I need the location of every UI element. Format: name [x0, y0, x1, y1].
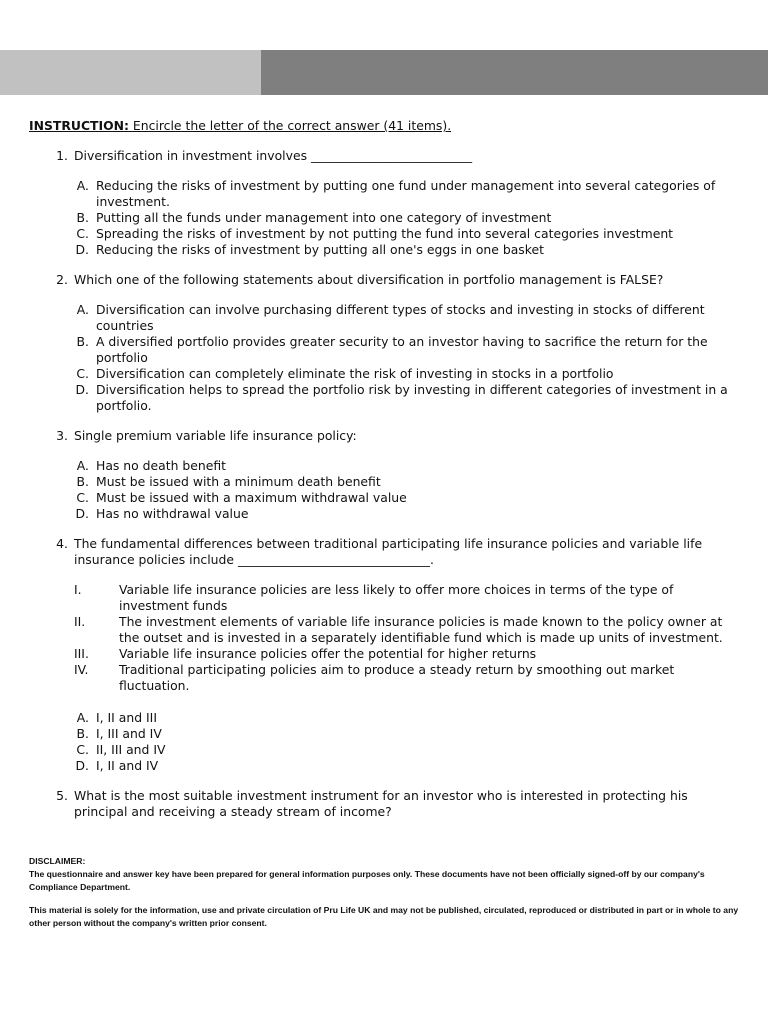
disclaimer [29, 855, 741, 930]
instruction [29, 118, 741, 134]
question-5 [29, 788, 741, 820]
question-2 [29, 272, 741, 288]
statement-text: Traditional participating policies aim to produce a steady return by smoothing out market fluctuation. [119, 662, 675, 693]
option-text: Diversification can involve purchasing different types of stocks and investing in stocks of different countries [96, 302, 705, 333]
option-letter[interactable]: D. [75, 758, 89, 773]
option-c[interactable] [29, 366, 741, 382]
option-text: Has no death benefit [96, 458, 227, 473]
option-b[interactable] [29, 474, 741, 490]
option-letter[interactable]: C. [76, 226, 89, 241]
option-c[interactable] [29, 226, 741, 242]
option-a[interactable] [29, 710, 741, 726]
instruction-lead: INSTRUCTION: [29, 118, 129, 133]
option-b[interactable] [29, 726, 741, 742]
option-d[interactable] [29, 242, 741, 258]
option-d[interactable] [29, 506, 741, 522]
instruction-text: Encircle the letter of the correct answer (41 items). [128, 118, 452, 133]
option-letter[interactable]: A. [76, 458, 89, 473]
question-number: 2. [56, 272, 68, 287]
option-a[interactable] [29, 458, 741, 474]
question-2-options [29, 302, 741, 414]
question-3 [29, 428, 741, 444]
option-text: Has no withdrawal value [96, 506, 249, 521]
option-letter[interactable]: B. [76, 726, 89, 741]
option-text: Putting all the funds under management into one category of investment [96, 210, 552, 225]
option-letter[interactable]: A. [76, 302, 89, 317]
statement-numeral: III. [74, 646, 89, 661]
statement-iv [29, 662, 741, 694]
question-3-options [29, 458, 741, 522]
option-text: Diversification helps to spread the portfolio risk by investing in different categories of investment in a portfolio. [96, 382, 728, 413]
option-text: II, III and IV [96, 742, 166, 757]
statement-i [29, 582, 741, 614]
question-4-options [29, 710, 741, 774]
header-bar-dark-segment [261, 50, 768, 95]
option-text: I, III and IV [96, 726, 162, 741]
option-text: Must be issued with a minimum death benefit [96, 474, 381, 489]
question-number: 3. [56, 428, 68, 443]
option-c[interactable] [29, 742, 741, 758]
question-4-statements [29, 582, 741, 694]
option-letter[interactable]: D. [75, 242, 89, 257]
option-text: I, II and III [96, 710, 157, 725]
option-letter[interactable]: A. [76, 178, 89, 193]
option-b[interactable] [29, 334, 741, 366]
option-letter[interactable]: B. [76, 474, 89, 489]
option-c[interactable] [29, 490, 741, 506]
statement-numeral: I. [74, 582, 82, 597]
option-letter[interactable]: C. [76, 742, 89, 757]
statement-numeral: IV. [74, 662, 89, 677]
option-letter[interactable]: B. [76, 334, 89, 349]
option-text: Reducing the risks of investment by putting one fund under management into several categories of investment. [96, 178, 716, 209]
option-letter[interactable]: B. [76, 210, 89, 225]
disclaimer-paragraph-2: This material is solely for the information, use and private circulation of Pru Life UK and may not be published, circulated, reproduced or distributed in part or in whole to any other person without the company's written prior consent. [29, 905, 739, 928]
option-b[interactable] [29, 210, 741, 226]
option-letter[interactable]: D. [75, 506, 89, 521]
question-text: What is the most suitable investment instrument for an investor who is interested in protecting his principal and receiving a steady stream of income? [74, 788, 688, 819]
question-text: Diversification in investment involves __________________________ [74, 148, 473, 163]
questionnaire [29, 118, 741, 820]
question-number: 4. [56, 536, 68, 551]
question-1 [29, 148, 741, 164]
question-number: 5. [56, 788, 68, 803]
header-bar [0, 50, 768, 95]
statement-ii [29, 614, 741, 646]
question-text: The fundamental differences between traditional participating life insurance policies and variable life insurance policies include _______________________________. [74, 536, 703, 567]
disclaimer-title: DISCLAIMER: [29, 856, 86, 866]
question-1-options [29, 178, 741, 258]
question-text: Which one of the following statements about diversification in portfolio management is FALSE? [74, 272, 664, 287]
question-4 [29, 536, 741, 568]
header-bar-light-segment [0, 50, 261, 95]
statement-text: Variable life insurance policies offer the potential for higher returns [119, 646, 537, 661]
option-letter[interactable]: C. [76, 490, 89, 505]
option-text: Must be issued with a maximum withdrawal value [96, 490, 407, 505]
option-letter[interactable]: A. [76, 710, 89, 725]
option-text: Reducing the risks of investment by putting all one's eggs in one basket [96, 242, 544, 257]
option-text: Spreading the risks of investment by not putting the fund into several categories investment [96, 226, 674, 241]
option-letter[interactable]: D. [75, 382, 89, 397]
statement-text: Variable life insurance policies are less likely to offer more choices in terms of the type of investment funds [119, 582, 674, 613]
statement-numeral: II. [74, 614, 86, 629]
disclaimer-paragraph-1: The questionnaire and answer key have been prepared for general information purposes only. These documents have not been officially signed-off by our company's Compliance Department. [29, 869, 705, 892]
question-number: 1. [56, 148, 68, 163]
option-d[interactable] [29, 382, 741, 414]
option-text: A diversified portfolio provides greater security to an investor having to sacrifice the return for the portfolio [96, 334, 708, 365]
option-d[interactable] [29, 758, 741, 774]
statement-text: The investment elements of variable life insurance policies is made known to the policy owner at the outset and is invested in a separately identifiable fund which is made up units of investment. [119, 614, 723, 645]
option-a[interactable] [29, 302, 741, 334]
option-a[interactable] [29, 178, 741, 210]
statement-iii [29, 646, 741, 662]
option-letter[interactable]: C. [76, 366, 89, 381]
option-text: I, II and IV [96, 758, 159, 773]
option-text: Diversification can completely eliminate the risk of investing in stocks in a portfolio [96, 366, 614, 381]
question-text: Single premium variable life insurance policy: [74, 428, 357, 443]
